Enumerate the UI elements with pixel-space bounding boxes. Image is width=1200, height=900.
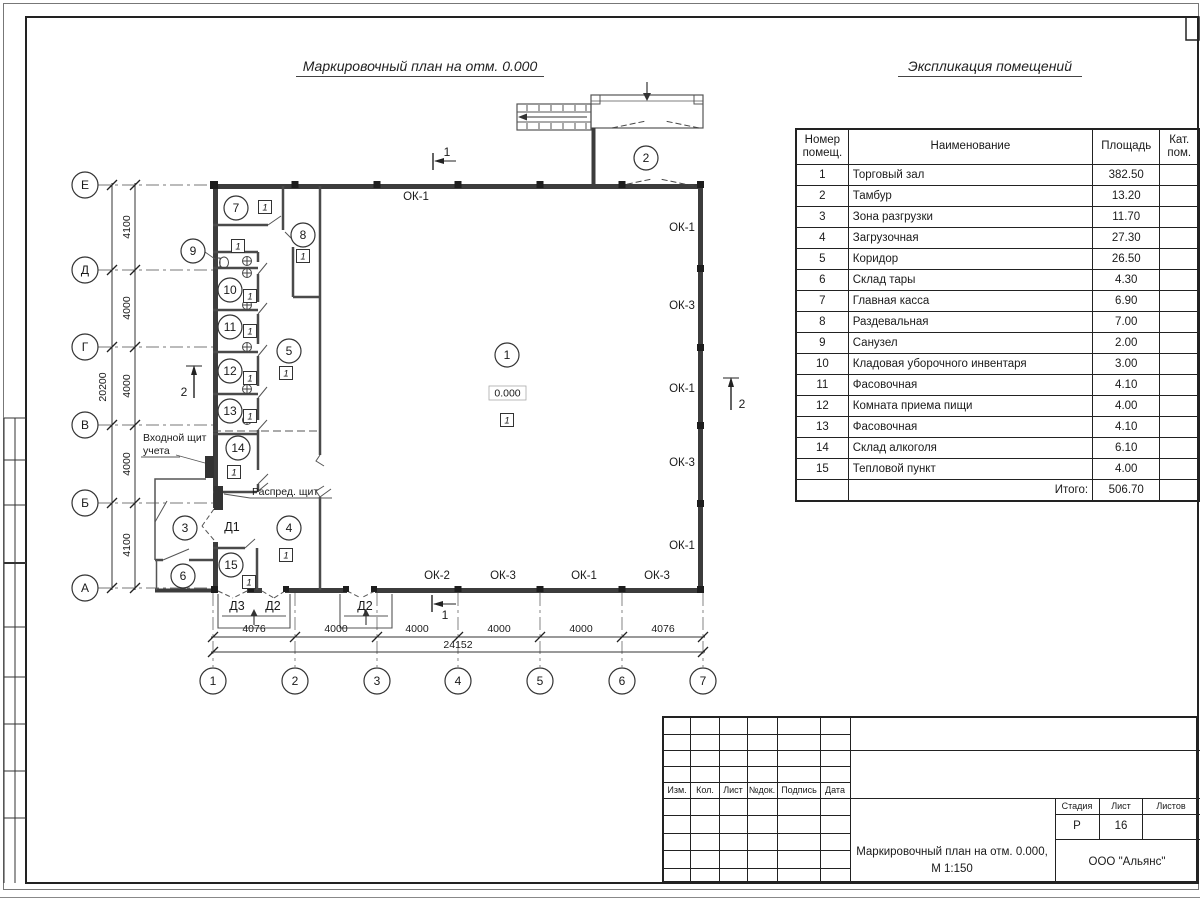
table-total-row: [796, 480, 1199, 502]
room-number-cell: 4: [796, 228, 848, 249]
door-mark-label: Д2: [265, 599, 281, 613]
room-number-cell: 5: [796, 249, 848, 270]
room-bubble-13-text: 13: [223, 404, 237, 418]
room-bubble-9-text: 9: [189, 244, 197, 258]
room-name-cell: Главная касса: [848, 291, 1092, 312]
annotation-label: Распред. щит: [252, 486, 319, 498]
room-category-cell: [1160, 438, 1199, 459]
table-row: [796, 165, 1199, 186]
room-number-cell: 1: [796, 165, 848, 186]
room-category-cell: [1160, 207, 1199, 228]
room-area-cell: 382.50: [1093, 165, 1160, 186]
annotation-label: учета: [143, 445, 170, 457]
room-name-cell: Фасовочная: [848, 375, 1092, 396]
floor-mark-text: 1: [300, 251, 306, 263]
axis-row-bubble-text: Е: [80, 178, 90, 192]
dim-left-label: 4100: [121, 215, 133, 239]
room-bubble-12-text: 12: [223, 364, 237, 378]
plan-title: Маркировочный план на отм. 0.000: [296, 58, 544, 77]
room-category-cell: [1160, 165, 1199, 186]
dim-bottom-label: 4000: [324, 623, 348, 635]
window-mark-label: ОК-1: [669, 540, 695, 552]
entry-meter-panel: [205, 456, 214, 478]
floor-mark-text: 1: [247, 291, 253, 303]
room-bubble-1-text: 1: [503, 348, 511, 362]
door-mark-label: Д1: [224, 520, 240, 534]
room-category-cell: [1160, 312, 1199, 333]
room-area-cell: 2.00: [1093, 333, 1160, 354]
floor-mark-text: 1: [247, 411, 253, 423]
room-area-cell: 11.70: [1093, 207, 1160, 228]
room-bubble-7-text: 7: [232, 201, 240, 215]
room-category-cell: [1160, 459, 1199, 480]
axis-col-bubble-text: 7: [699, 674, 707, 688]
table-row: [796, 354, 1199, 375]
tb-col-list: Лист: [723, 785, 743, 795]
room-number-cell: 7: [796, 291, 848, 312]
floor-mark-text: 1: [247, 373, 253, 385]
table-row: [796, 312, 1199, 333]
floor-mark-text: 1: [504, 415, 510, 427]
table-row: [796, 291, 1199, 312]
col-header-area: Площадь: [1093, 129, 1160, 165]
room-name-cell: Тепловой пункт: [848, 459, 1092, 480]
table-row: [796, 186, 1199, 207]
window-mark-label: ОК-3: [669, 300, 695, 312]
room-category-cell: [1160, 417, 1199, 438]
room-bubble-15-text: 15: [224, 558, 238, 572]
col-header-number: Номер помещ.: [796, 129, 848, 165]
room-area-cell: 4.10: [1093, 417, 1160, 438]
room-name-cell: Склад алкоголя: [848, 438, 1092, 459]
annotation-label: Входной щит: [143, 432, 207, 444]
door-mark-label: Д2: [357, 599, 373, 613]
room-area-cell: 7.00: [1093, 312, 1160, 333]
explication-title: Экспликация помещений: [898, 58, 1082, 77]
dim-bottom-label: 4076: [651, 623, 675, 635]
room-bubble-10-text: 10: [223, 283, 237, 297]
room-number-cell: 13: [796, 417, 848, 438]
dim-bottom-label: 4000: [405, 623, 429, 635]
window-mark-label: ОК-3: [644, 570, 670, 582]
room-number-cell: 9: [796, 333, 848, 354]
col-header-category: Кат. пом.: [1160, 129, 1199, 165]
window-mark-label: ОК-3: [669, 457, 695, 469]
room-category-cell: [1160, 270, 1199, 291]
total-label: Итого:: [848, 480, 1092, 502]
tb-sheet-label: Лист: [1111, 801, 1131, 811]
dim-bottom-label: 4000: [487, 623, 511, 635]
floor-mark-text: 1: [283, 368, 289, 380]
room-name-cell: Загрузочная: [848, 228, 1092, 249]
table-row: [796, 333, 1199, 354]
section-mark-label: 1: [441, 608, 449, 622]
axis-row-bubble-text: Д: [80, 263, 90, 277]
room-number-cell: 6: [796, 270, 848, 291]
total-value: 506.70: [1093, 480, 1160, 502]
axis-row-bubble-text: А: [80, 581, 90, 595]
table-row: [796, 228, 1199, 249]
axis-row-bubble-text: Б: [81, 496, 89, 510]
room-area-cell: 4.00: [1093, 396, 1160, 417]
room-area-cell: 6.90: [1093, 291, 1160, 312]
room-area-cell: 4.00: [1093, 459, 1160, 480]
room-area-cell: 4.10: [1093, 375, 1160, 396]
explication-table: [795, 128, 1200, 502]
table-row: [796, 249, 1199, 270]
room-number-cell: 8: [796, 312, 848, 333]
dim-left-label: 4000: [121, 452, 133, 476]
room-name-cell: Торговый зал: [848, 165, 1092, 186]
room-bubble-6-text: 6: [179, 569, 187, 583]
room-bubble-5-text: 5: [285, 344, 293, 358]
floor-mark-text: 1: [246, 577, 252, 589]
room-name-cell: Тамбур: [848, 186, 1092, 207]
room-bubble-11-text: 11: [223, 320, 237, 334]
window-mark-label: ОК-1: [669, 222, 695, 234]
room-area-cell: 27.30: [1093, 228, 1160, 249]
dim-bottom-label: 4076: [242, 623, 266, 635]
section-mark-label: 1: [443, 145, 451, 159]
dim-left-label: 4100: [121, 533, 133, 557]
tb-stage-label: Стадия: [1061, 801, 1093, 811]
room-name-cell: Комната приема пищи: [848, 396, 1092, 417]
floor-mark-text: 1: [231, 467, 237, 479]
dim-left-label: 4000: [121, 296, 133, 320]
floor-mark-text: 1: [283, 550, 289, 562]
tb-doc-title-line2: М 1:150: [931, 863, 973, 875]
table-row: [796, 417, 1199, 438]
section-mark-label: 2: [180, 385, 188, 399]
room-number-cell: 3: [796, 207, 848, 228]
room-name-cell: Раздевальная: [848, 312, 1092, 333]
tb-col-kol: Кол.: [696, 785, 714, 795]
table-row: [796, 270, 1199, 291]
room-area-cell: 6.10: [1093, 438, 1160, 459]
room-category-cell: [1160, 186, 1199, 207]
room-category-cell: [1160, 291, 1199, 312]
room-category-cell: [1160, 333, 1199, 354]
dim-left-total: 20200: [97, 372, 109, 402]
tb-stage-value: Р: [1073, 820, 1081, 832]
axis-col-bubble-text: 1: [209, 674, 217, 688]
tb-col-podpis: Подпись: [781, 785, 817, 795]
room-category-cell: [1160, 396, 1199, 417]
room-number-cell: 10: [796, 354, 848, 375]
room-name-cell: Санузел: [848, 333, 1092, 354]
title-block: [662, 716, 1198, 883]
room-name-cell: Склад тары: [848, 270, 1092, 291]
dim-bottom-label: 4000: [569, 623, 593, 635]
room-bubble-3-text: 3: [181, 521, 189, 535]
table-row: [796, 396, 1199, 417]
table-row: [796, 459, 1199, 480]
window-mark-label: ОК-1: [571, 570, 597, 582]
section-marks: [186, 153, 739, 612]
electrical-panels: [141, 455, 332, 510]
room-category-cell: [1160, 249, 1199, 270]
room-area-cell: 3.00: [1093, 354, 1160, 375]
room-bubble-8-text: 8: [299, 228, 307, 242]
left-margin-stamp: [4, 418, 26, 883]
axis-col-bubble-text: 5: [536, 674, 544, 688]
floor-mark-text: 1: [262, 202, 268, 214]
window-mark-label: ОК-2: [424, 570, 450, 582]
axis-row-bubble-text: Г: [81, 340, 89, 354]
tb-company: ООО "Альянс": [1088, 856, 1166, 868]
axis-col-bubble-text: 6: [618, 674, 626, 688]
floor-mark-text: 1: [247, 326, 253, 338]
dim-bottom-total: 24152: [443, 639, 473, 651]
room-category-cell: [1160, 354, 1199, 375]
tb-col-ndok: №док.: [748, 785, 776, 795]
col-header-name: Наименование: [848, 129, 1092, 165]
elevation-value: 0.000: [494, 387, 521, 400]
axis-col-bubble-text: 3: [373, 674, 381, 688]
table-row: [796, 207, 1199, 228]
room-bubble-2-text: 2: [642, 151, 650, 165]
room-number-cell: 14: [796, 438, 848, 459]
tb-col-data: Дата: [825, 785, 845, 795]
room-bubble-4-text: 4: [285, 521, 293, 535]
plan-labels: [72, 145, 746, 694]
tb-sheet-value: 16: [1114, 820, 1128, 832]
room-category-cell: [1160, 228, 1199, 249]
room-bubble-14-text: 14: [231, 441, 245, 455]
table-row: [796, 438, 1199, 459]
dim-left-label: 4000: [121, 374, 133, 398]
tb-sheets-label: Листов: [1156, 801, 1186, 811]
room-area-cell: 4.30: [1093, 270, 1160, 291]
axis-row-bubble-text: В: [80, 418, 90, 432]
window-mark-label: ОК-1: [403, 191, 429, 203]
door-mark-label: Д3: [229, 599, 245, 613]
room-number-cell: 11: [796, 375, 848, 396]
table-row: [796, 375, 1199, 396]
room-area-cell: 26.50: [1093, 249, 1160, 270]
room-area-cell: 13.20: [1093, 186, 1160, 207]
window-mark-label: ОК-1: [669, 383, 695, 395]
axis-col-bubble-text: 2: [291, 674, 299, 688]
axis-col-bubble-text: 4: [454, 674, 462, 688]
sink-icons: [243, 257, 252, 425]
toilet-bowl-icon: [220, 257, 229, 268]
room-number-cell: 2: [796, 186, 848, 207]
room-name-cell: Фасовочная: [848, 417, 1092, 438]
room-name-cell: Зона разгрузки: [848, 207, 1092, 228]
section-mark-label: 2: [738, 397, 746, 411]
room-category-cell: [1160, 375, 1199, 396]
loading-ramp: [517, 104, 591, 130]
tb-col-izm: Изм.: [667, 785, 687, 795]
tb-doc-title-line1: Маркировочный план на отм. 0.000,: [856, 846, 1048, 858]
floor-mark-text: 1: [235, 241, 241, 253]
room-name-cell: Кладовая уборочного инвентаря: [848, 354, 1092, 375]
room-number-cell: 15: [796, 459, 848, 480]
room-number-cell: 12: [796, 396, 848, 417]
distribution-panel: [214, 486, 223, 510]
window-mark-label: ОК-3: [490, 570, 516, 582]
room-name-cell: Коридор: [848, 249, 1092, 270]
